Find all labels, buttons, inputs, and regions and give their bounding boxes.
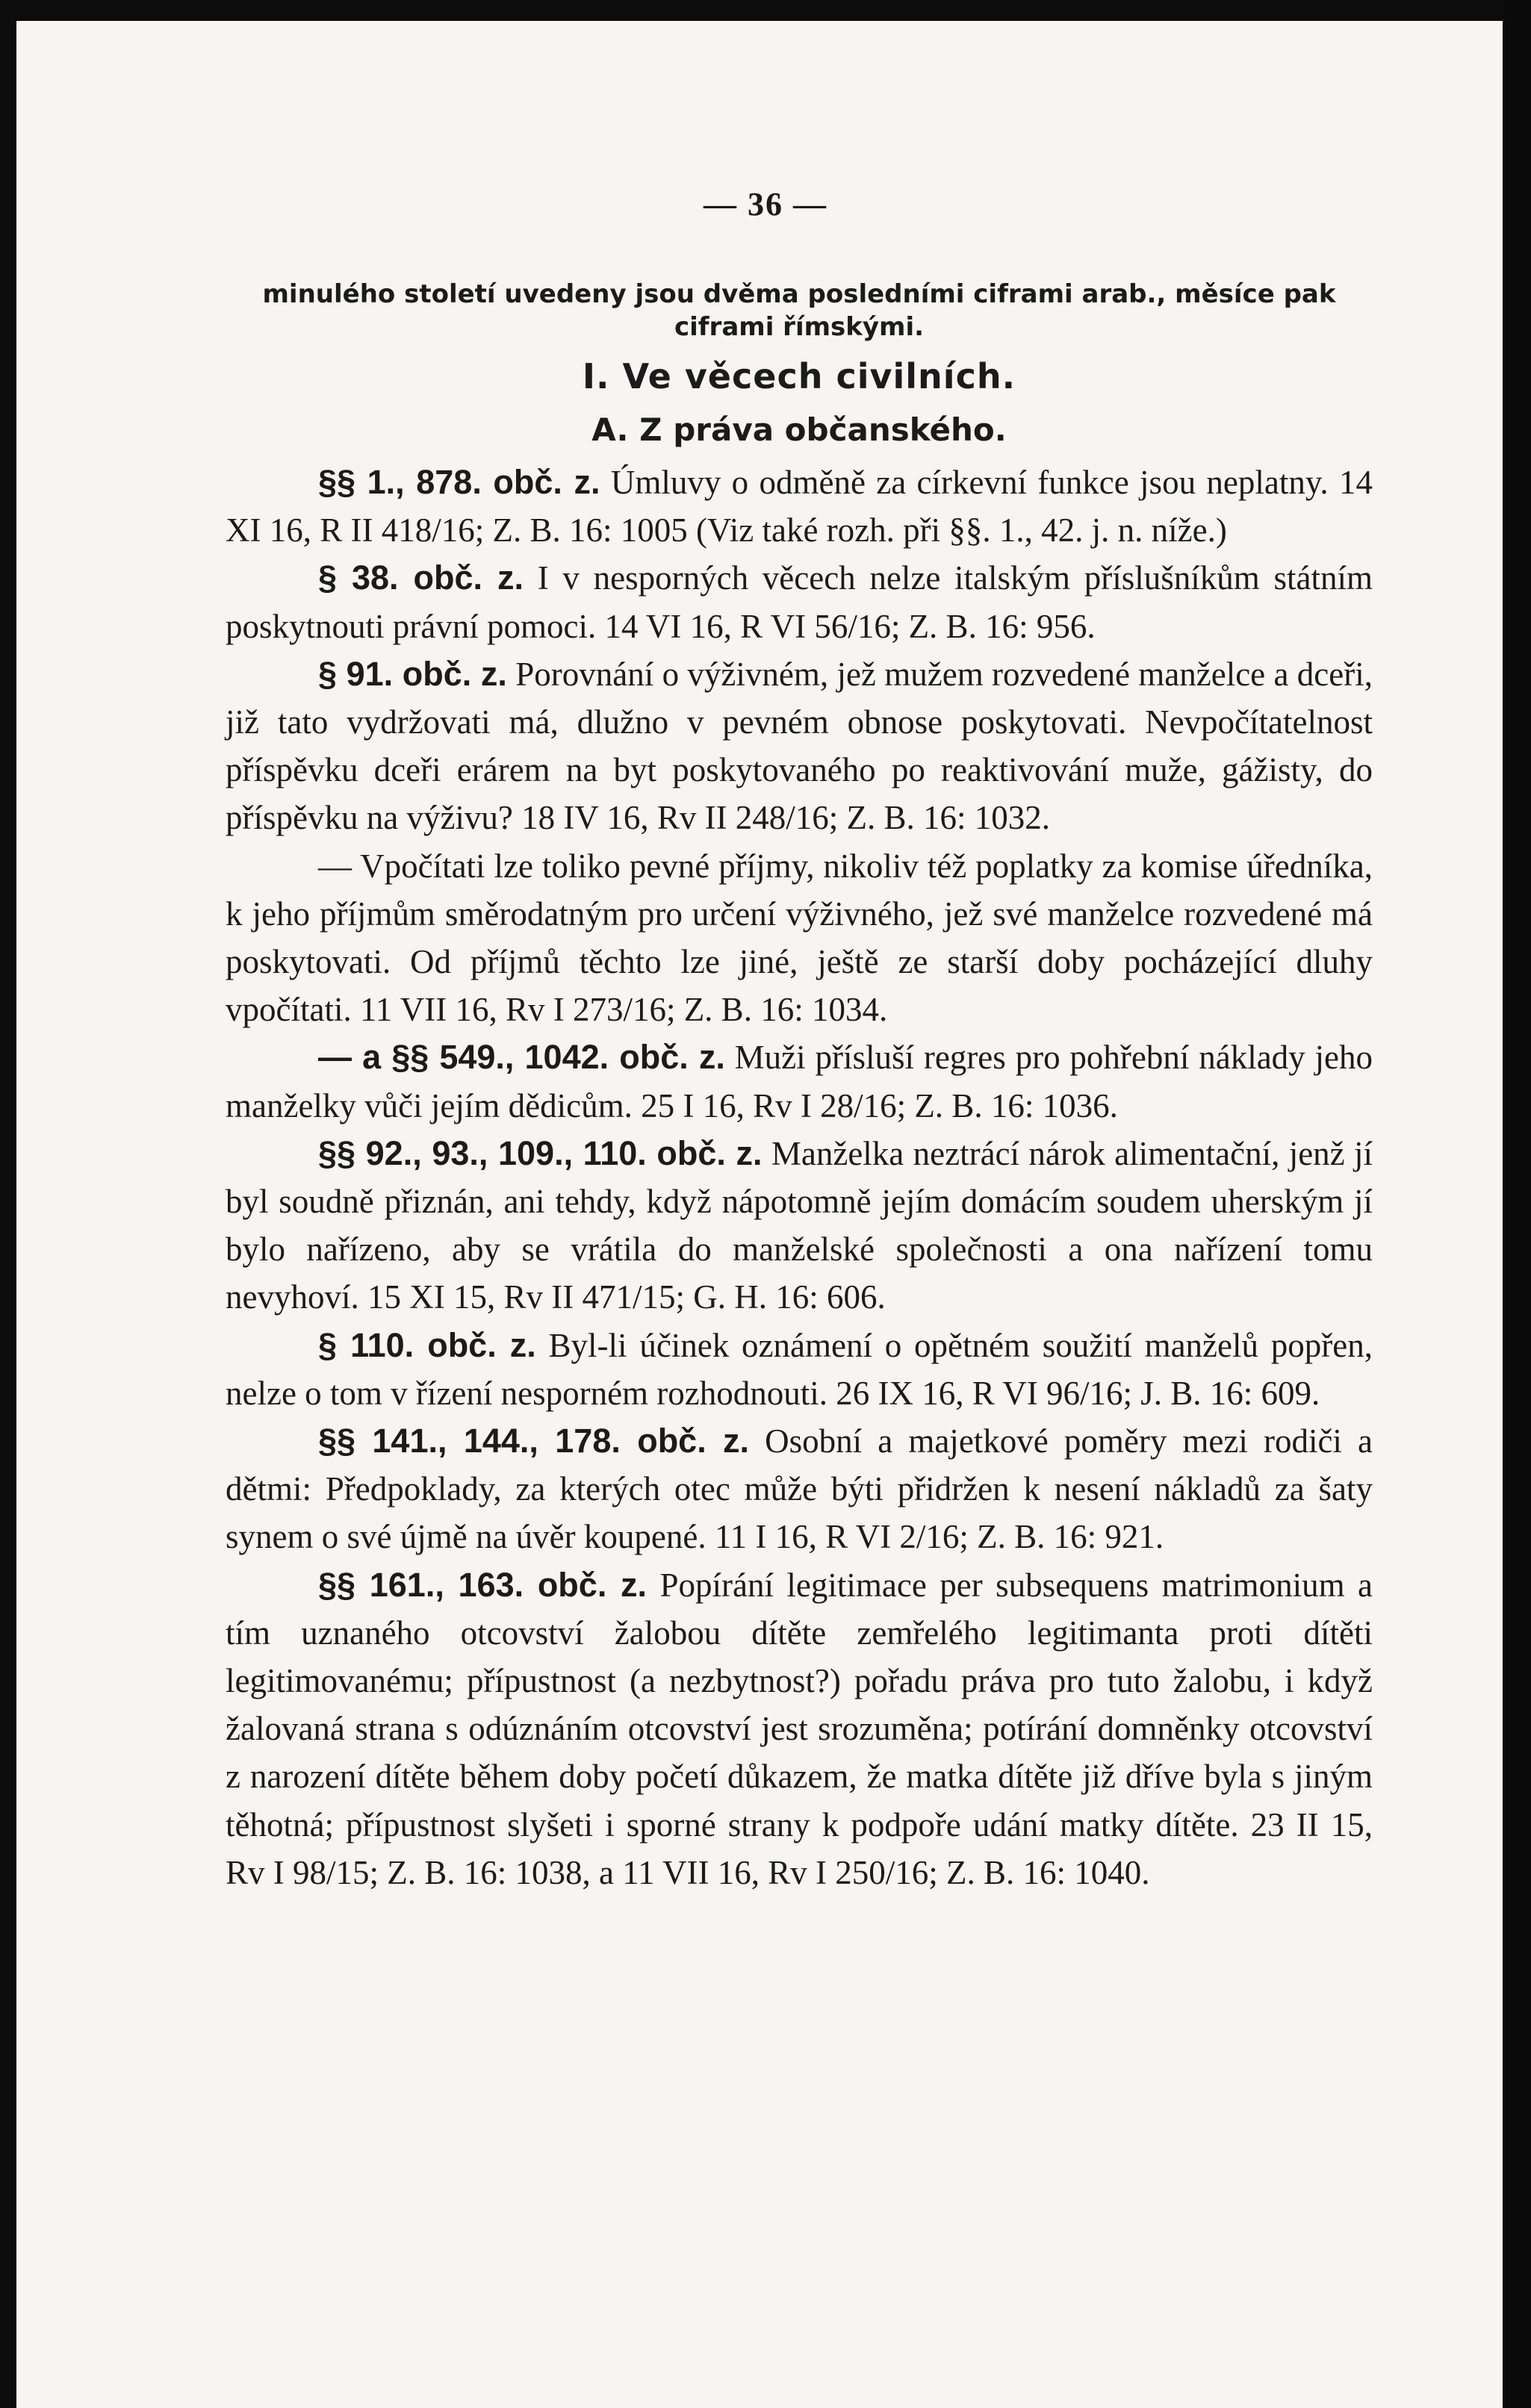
entry-reference: §§ 92., 93., 109., 110. obč. z. xyxy=(318,1133,763,1172)
entry-reference: — a §§ 549., 1042. obč. z. xyxy=(318,1038,725,1077)
entry-paragraph xyxy=(226,650,1373,842)
entry-paragraph xyxy=(226,1322,1373,1417)
entry-reference: § 38. obč. z. xyxy=(318,559,524,597)
entry-paragraph xyxy=(226,1561,1373,1897)
page-body xyxy=(226,278,1373,1897)
entry-paragraph xyxy=(226,554,1373,650)
page-number: — 36 — xyxy=(704,186,827,223)
entry-paragraph xyxy=(226,1033,1373,1129)
entry-reference: §§ 161., 163. obč. z. xyxy=(318,1565,648,1604)
entry-text: — Vpočítati lze toliko pevné příjmy, nikoliv též poplatky za komise úředníka, k jeho příjmům směrodatným pro určení výživného, jež své manželce rozvedené má poskytovati. Od příjmů těchto lze jiné, ještě ze starší doby pocházející dluhy vpočítati. 11 VII 16, Rv I 273/16; Z. B. 16: 1034. xyxy=(226,847,1373,1029)
entry-paragraph xyxy=(226,1417,1373,1561)
entry-reference: §§ 1., 878. obč. z. xyxy=(318,463,600,501)
section-heading: I. Ve věcech civilních. xyxy=(582,356,1016,396)
entry-text: Popírání legitimace per subsequens matrimonium a tím uznaného otcovství žalobou dítěte zemřelého legitimanta proti dítěti legitimovanému; přípustnost (a nezbytnost?) pořadu práva pro tuto žalobu, i když žalovaná strana s odúznáním otcovství jest srozuměna; potírání domněnky otcovství z narození dítěte během doby početí důkazem, že matka dítěte již dříve byla s jiným těhotná; přípustnost slyšeti i sporné strany k podpoře udání matky dítěte. 23 II 15, Rv I 98/15; Z. B. 16: 1038, a 11 VII 16, Rv I 250/16; Z. B. 16: 1040. xyxy=(226,1566,1373,1891)
entry-text: Úmluvy o odměně za církevní funkce jsou neplatny. 14 XI 16, R II 418/16; Z. B. 16: 1005 (Viz také rozh. při §§. 1., 42. j. n. níže.) xyxy=(226,464,1373,550)
entry-text: Porovnání o výživném, jež mužem rozvedené manželce a dceři, již tato vydržovati má, dlužno v pevném obnose poskytovati. Nevpočítatelnost příspěvku dceři erárem na byt poskytovaného po reaktivování muže, gážisty, do příspěvku na výživu? 18 IV 16, Rv II 248/16; Z. B. 16: 1032. xyxy=(226,655,1373,837)
subsection-heading: A. Z práva občanského. xyxy=(591,411,1007,448)
entry-text: I v nesporných věcech nelze italským příslušníkům státním poskytnouti právní pomoci. 14 VI 16, R VI 56/16; Z. B. 16: 956. xyxy=(226,559,1373,645)
entry-reference: §§ 141., 144., 178. obč. z. xyxy=(318,1422,750,1460)
entry-paragraph xyxy=(226,842,1373,1034)
entry-text: Byl-li účinek oznámení o opětném soužití manželů popřen, nelze o tom v řízení nesporném rozhodnouti. 26 IX 16, R VI 96/16; J. B. 16: 609. xyxy=(226,1326,1373,1412)
intro-text: minulého století uvedeny jsou dvěma posledními ciframi arab., měsíce pak ciframi římskými. xyxy=(262,279,1336,342)
scan-frame-edge xyxy=(1503,0,1531,2408)
entry-reference: § 110. obč. z. xyxy=(318,1325,536,1364)
entry-text: Muži přísluší regres pro pohřební náklady jeho manželky vůči jejím dědicům. 25 I 16, Rv I 28/16; Z. B. 16: 1036. xyxy=(226,1039,1373,1124)
entry-paragraph xyxy=(226,1130,1373,1322)
entry-paragraph xyxy=(226,458,1373,554)
entry-text: Manželka neztrácí nárok alimentační, jenž jí byl soudně přiznán, ani tehdy, když nápotomně jejím domácím soudem uherským jí bylo nařízeno, aby se vrátila do manželské společnosti a ona nařízení tomu nevyhoví. 15 XI 15, Rv II 471/15; G. H. 16: 606. xyxy=(226,1134,1373,1316)
entry-reference: § 91. obč. z. xyxy=(318,654,507,693)
entry-text: Osobní a majetkové poměry mezi rodiči a dětmi: Předpoklady, za kterých otec může býti přidržen k nesení nákladů za šaty synem o své újmě na úvěr koupené. 11 I 16, R VI 2/16; Z. B. 16: 921. xyxy=(226,1422,1373,1556)
